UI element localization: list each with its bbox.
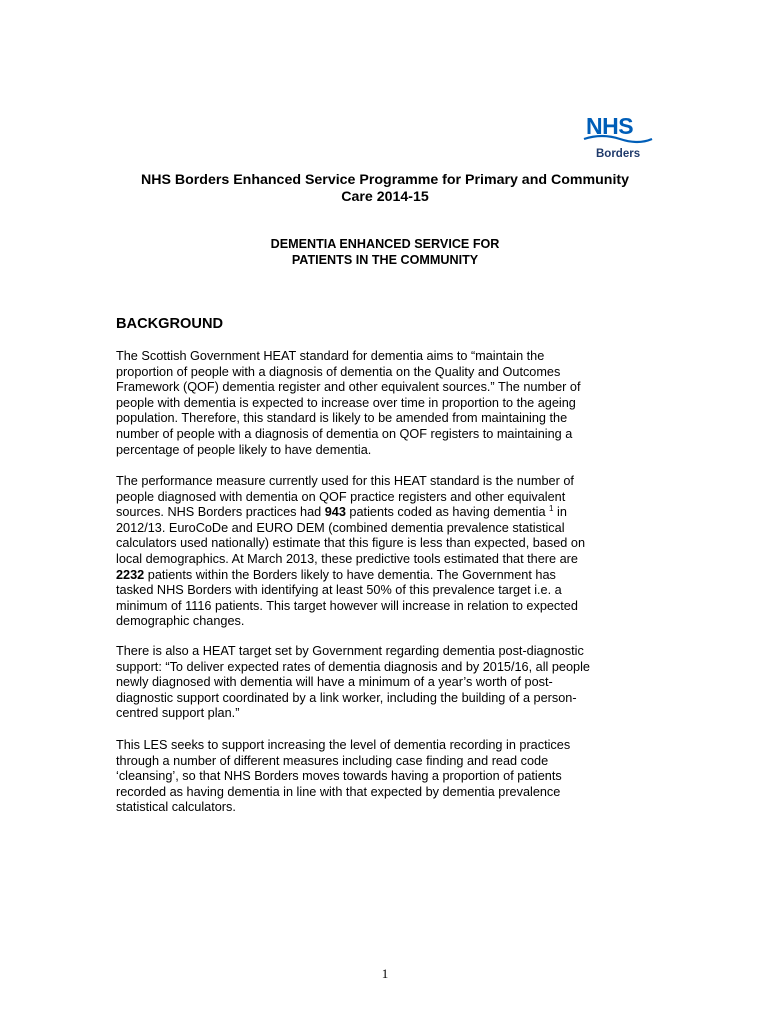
text-run: patients coded as having dementia (345, 505, 550, 520)
paragraph-line: ‘cleansing’, so that NHS Borders moves towards having a proportion of patients (116, 769, 562, 784)
paragraph-line: tasked NHS Borders with identifying at least 50% of this prevalence target i.e. a (116, 583, 562, 598)
section-heading-background: BACKGROUND (116, 316, 224, 332)
paragraph-line: diagnostic support coordinated by a link worker, including the building of a person- (116, 690, 577, 705)
text-run: patients within the Borders likely to have dementia. The Government has (144, 567, 556, 582)
paragraph-line: through a number of different measures including case finding and read code (116, 753, 549, 768)
document-title (90, 172, 680, 206)
paragraph-line: 2012/13. EuroCoDe and EURO DEM (combined dementia prevalence statistical (116, 520, 565, 535)
logo-swoosh-icon (582, 132, 654, 146)
paragraph-line: statistical calculators. (116, 800, 236, 815)
paragraph-3 (116, 644, 661, 722)
document-subtitle (90, 236, 680, 268)
paragraph-2 (116, 474, 661, 630)
paragraph-line: percentage of people likely to have dementia. (116, 442, 372, 457)
paragraph-line: support: “To deliver expected rates of dementia diagnosis and by 2015/16, all people (116, 659, 590, 674)
paragraph-line: Framework (QOF) dementia register and other equivalent sources.” The number of (116, 380, 581, 395)
paragraph-line: people diagnosed with dementia on QOF practice registers and other equivalent (116, 489, 566, 504)
predicted-patients-count: 2232 (116, 567, 145, 582)
text-run: in (553, 505, 567, 520)
paragraph-line: minimum of 1116 patients. This target however will increase in relation to expected (116, 598, 578, 613)
paragraph-line: people with dementia is expected to increase over time in proportion to the ageing (116, 395, 576, 410)
paragraph-line: number of people with a diagnosis of dementia on QOF registers to maintaining a (116, 426, 573, 441)
text-run: sources. NHS Borders practices had (116, 505, 325, 520)
title-line-1: NHS Borders Enhanced Service Programme for Primary and Community (140, 172, 630, 188)
paragraph-line: centred support plan.” (116, 706, 240, 721)
subtitle-line-1: DEMENTIA ENHANCED SERVICE FOR (270, 237, 500, 251)
paragraph-line (116, 505, 661, 521)
paragraph-1 (116, 349, 661, 458)
patients-coded-count: 943 (324, 505, 346, 520)
logo-nhs-text: NHS (586, 113, 634, 139)
paragraph-line: This LES seeks to support increasing the level of dementia recording in practices (116, 738, 571, 752)
paragraph-4 (116, 738, 661, 816)
paragraph-line: recorded as having dementia in line with that expected by dementia prevalence (116, 784, 561, 799)
paragraph-line: local demographics. At March 2013, these predictive tools estimated that there are (116, 551, 578, 566)
subtitle-line-2: PATIENTS IN THE COMMUNITY (291, 253, 479, 267)
footnote-marker: 1 (549, 504, 554, 514)
logo-borders-text: Borders (596, 148, 641, 160)
nhs-borders-logo (582, 112, 654, 164)
title-line-2: Care 2014-15 (341, 189, 429, 205)
paragraph-line: demographic changes. (116, 614, 245, 629)
paragraph-line: The performance measure currently used for this HEAT standard is the number of (116, 474, 574, 488)
paragraph-line: There is also a HEAT target set by Government regarding dementia post-diagnostic (116, 644, 584, 658)
paragraph-line: The Scottish Government HEAT standard for dementia aims to “maintain the (116, 349, 545, 363)
paragraph-line: calculators used nationally) estimate that this figure is less than expected, based on (116, 536, 585, 551)
page-number: 1 (381, 966, 389, 981)
paragraph-line (116, 568, 661, 584)
paragraph-line: newly diagnosed with dementia will have a minimum of a year’s worth of post- (116, 675, 553, 690)
paragraph-line: population. Therefore, this standard is likely to be amended from maintaining the (116, 411, 568, 426)
paragraph-line: proportion of people with a diagnosis of dementia on the Quality and Outcomes (116, 364, 561, 379)
